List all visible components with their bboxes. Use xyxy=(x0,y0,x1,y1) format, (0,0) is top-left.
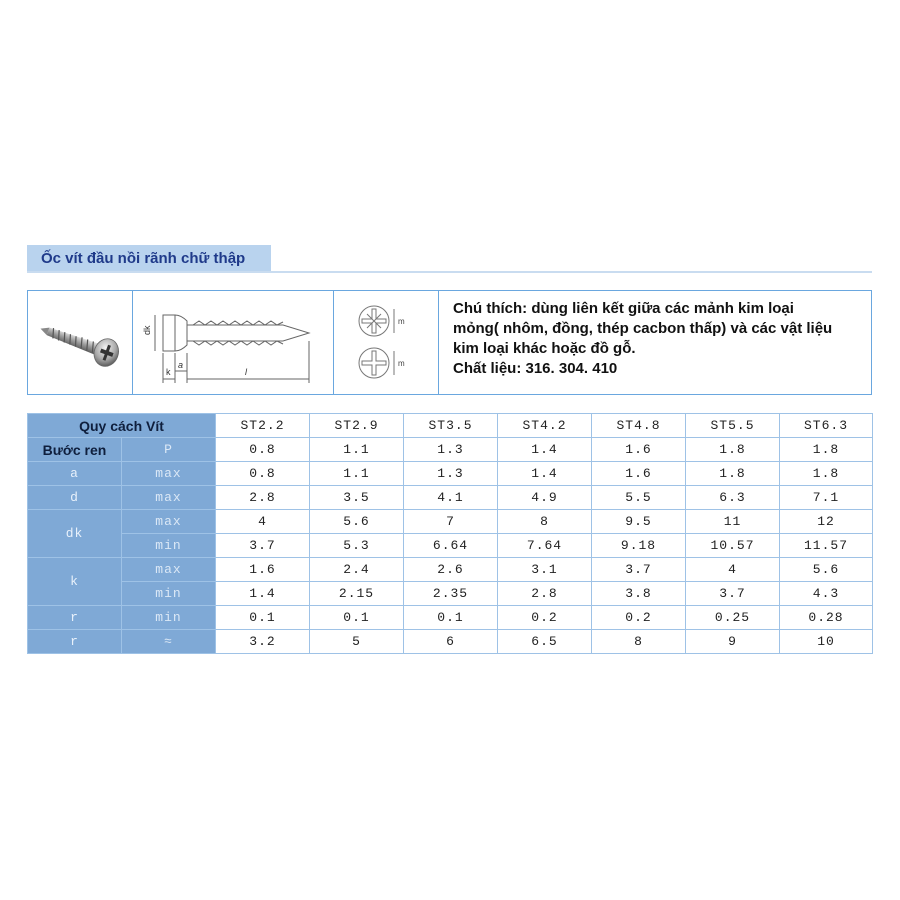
table-row xyxy=(28,534,873,558)
head-views xyxy=(334,291,439,394)
size-header: ST5.5 xyxy=(686,414,780,438)
table-cell: 1.8 xyxy=(780,462,873,486)
row-label: r xyxy=(28,606,122,630)
table-cell: 0.25 xyxy=(686,606,780,630)
size-header: ST4.2 xyxy=(498,414,592,438)
screw-photo-image xyxy=(28,291,132,395)
screw-photo xyxy=(28,291,133,394)
table-cell: 1.3 xyxy=(404,462,498,486)
row-label: Bước ren xyxy=(28,438,122,462)
table-cell: 8 xyxy=(498,510,592,534)
table-cell: 0.1 xyxy=(404,606,498,630)
product-info-box xyxy=(27,290,872,395)
table-row xyxy=(28,510,873,534)
note-line: mỏng( nhôm, đồng, thép cacbon thấp) và các vật liệu xyxy=(453,320,833,337)
table-cell: 3.7 xyxy=(686,582,780,606)
table-cell: 9.18 xyxy=(592,534,686,558)
product-note xyxy=(439,291,871,394)
size-header: ST6.3 xyxy=(780,414,873,438)
table-cell: 2.4 xyxy=(310,558,404,582)
table-cell: 2.35 xyxy=(404,582,498,606)
table-cell: 1.1 xyxy=(310,462,404,486)
table-cell: 1.8 xyxy=(686,438,780,462)
table-cell: 4.9 xyxy=(498,486,592,510)
table-cell: 5.6 xyxy=(780,558,873,582)
table-cell: 1.4 xyxy=(498,462,592,486)
row-sublabel: min xyxy=(122,582,216,606)
table-row xyxy=(28,486,873,510)
row-sublabel: max xyxy=(122,462,216,486)
table-cell: 2.8 xyxy=(498,582,592,606)
table-cell: 1.8 xyxy=(780,438,873,462)
table-cell: 6.64 xyxy=(404,534,498,558)
table-row xyxy=(28,606,873,630)
table-cell: 7.1 xyxy=(780,486,873,510)
table-cell: 5 xyxy=(310,630,404,654)
table-row xyxy=(28,438,873,462)
drawing-label-l: l xyxy=(245,367,247,377)
table-row xyxy=(28,582,873,606)
row-sublabel: min xyxy=(122,606,216,630)
page-title: Ốc vít đầu nồi rãnh chữ thập xyxy=(27,245,271,272)
drawing-label-k: k xyxy=(166,367,171,377)
table-cell: 6.5 xyxy=(498,630,592,654)
table-cell: 2.15 xyxy=(310,582,404,606)
head-label-m-bottom: m xyxy=(398,359,405,368)
table-cell: 6.3 xyxy=(686,486,780,510)
row-sublabel: max xyxy=(122,486,216,510)
table-cell: 11.57 xyxy=(780,534,873,558)
table-row xyxy=(28,558,873,582)
head-label-m-top: m xyxy=(398,317,405,326)
technical-drawing xyxy=(133,291,334,394)
screw-head-top-views xyxy=(334,291,438,395)
table-cell: 0.1 xyxy=(310,606,404,630)
table-row xyxy=(28,630,873,654)
note-line: kim loại khác hoặc đồ gỗ. xyxy=(453,340,636,357)
table-cell: 5.6 xyxy=(310,510,404,534)
table-cell: 1.3 xyxy=(404,438,498,462)
table-cell: 11 xyxy=(686,510,780,534)
table-cell: 0.1 xyxy=(216,606,310,630)
drawing-label-a: a xyxy=(178,360,184,370)
table-cell: 4 xyxy=(216,510,310,534)
row-label: dk xyxy=(28,510,122,558)
row-label: k xyxy=(28,558,122,606)
table-cell: 7.64 xyxy=(498,534,592,558)
table-header-row xyxy=(28,414,873,438)
drawing-label-dk: dk xyxy=(142,325,152,335)
table-cell: 1.4 xyxy=(498,438,592,462)
table-cell: 3.7 xyxy=(216,534,310,558)
table-cell: 3.7 xyxy=(592,558,686,582)
table-cell: 10.57 xyxy=(686,534,780,558)
size-header: ST2.9 xyxy=(310,414,404,438)
table-cell: 0.2 xyxy=(592,606,686,630)
screw-side-view-drawing xyxy=(133,291,333,395)
table-cell: 9.5 xyxy=(592,510,686,534)
table-cell: 0.8 xyxy=(216,462,310,486)
row-sublabel: min xyxy=(122,534,216,558)
table-cell: 6 xyxy=(404,630,498,654)
table-cell: 3.8 xyxy=(592,582,686,606)
table-cell: 10 xyxy=(780,630,873,654)
table-cell: 7 xyxy=(404,510,498,534)
note-line: Chú thích: dùng liên kết giữa các mảnh kim loại xyxy=(453,300,794,317)
table-cell: 0.8 xyxy=(216,438,310,462)
size-header: ST2.2 xyxy=(216,414,310,438)
table-cell: 4.3 xyxy=(780,582,873,606)
row-label: a xyxy=(28,462,122,486)
table-cell: 1.6 xyxy=(592,438,686,462)
material-line: Chất liệu: 316. 304. 410 xyxy=(453,360,618,377)
table-row xyxy=(28,462,873,486)
title-divider xyxy=(27,271,872,273)
table-cell: 9 xyxy=(686,630,780,654)
table-cell: 5.3 xyxy=(310,534,404,558)
table-cell: 3.5 xyxy=(310,486,404,510)
table-cell: 8 xyxy=(592,630,686,654)
table-cell: 12 xyxy=(780,510,873,534)
row-sublabel: max xyxy=(122,558,216,582)
row-label: r xyxy=(28,630,122,654)
row-label: d xyxy=(28,486,122,510)
row-sublabel: max xyxy=(122,510,216,534)
row-sublabel: P xyxy=(122,438,216,462)
table-cell: 0.2 xyxy=(498,606,592,630)
table-cell: 4.1 xyxy=(404,486,498,510)
row-sublabel: ≈ xyxy=(122,630,216,654)
table-cell: 1.4 xyxy=(216,582,310,606)
header-label: Quy cách Vít xyxy=(28,414,216,438)
size-header: ST3.5 xyxy=(404,414,498,438)
table-cell: 5.5 xyxy=(592,486,686,510)
table-cell: 1.6 xyxy=(216,558,310,582)
table-cell: 2.6 xyxy=(404,558,498,582)
spec-table xyxy=(27,413,873,654)
table-cell: 3.1 xyxy=(498,558,592,582)
table-cell: 0.28 xyxy=(780,606,873,630)
table-cell: 4 xyxy=(686,558,780,582)
table-cell: 2.8 xyxy=(216,486,310,510)
table-cell: 1.1 xyxy=(310,438,404,462)
table-cell: 1.6 xyxy=(592,462,686,486)
table-cell: 1.8 xyxy=(686,462,780,486)
size-header: ST4.8 xyxy=(592,414,686,438)
table-cell: 3.2 xyxy=(216,630,310,654)
